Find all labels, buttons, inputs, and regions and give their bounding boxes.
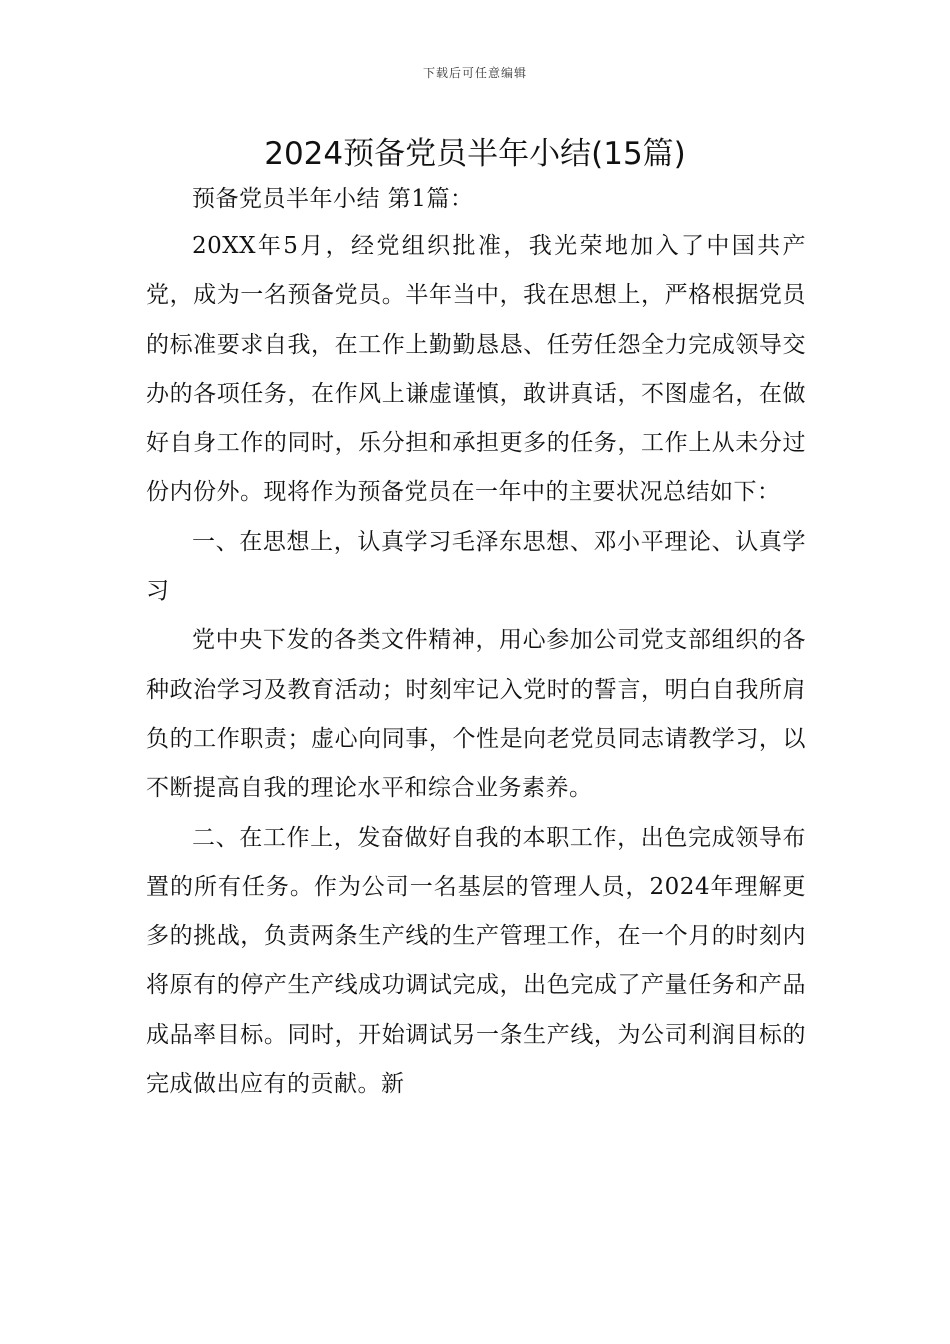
- paragraph-3: 党中央下发的各类文件精神，用心参加公司党支部组织的各种政治学习及教育活动；时刻牢记入党时的誓言，明白自我所肩负的工作职责；虚心向同事，个性是向老党员同志请教学习，以不断提高自我的理论水平和综合业务素养。: [146, 627, 806, 802]
- paragraph-2: 一、在思想上，认真学习毛泽东思想、邓小平理论、认真学习: [146, 528, 806, 605]
- paragraph-4: 二、在工作上，发奋做好自我的本职工作，出色完成领导布置的所有任务。作为公司一名基层的管理人员，2024年理解更多的挑战，负责两条生产线的生产管理工作，在一个月的时刻内将原有的停产生产线成功调试完成，出色完成了产量任务和产品成品率目标。同时，开始调试另一条生产线，为公司利润目标的完成做出应有的贡献。新: [146, 824, 806, 1098]
- document-title: 2024预备党员半年小结(15篇): [264, 136, 686, 172]
- section-subheading: 预备党员半年小结 第1篇：: [192, 186, 474, 212]
- header-note: 下载后可任意编辑: [422, 66, 527, 80]
- document-body: [146, 176, 806, 1109]
- paragraph-1: 20XX年5月，经党组织批准，我光荣地加入了中国共产党，成为一名预备党员。半年当中，我在思想上，严格根据党员的标准要求自我，在工作上勤勤恳恳、任劳任怨全力完成领导交办的各项任务，在作风上谦虚谨慎，敢讲真话，不图虚名，在做好自身工作的同时，乐分担和承担更多的任务，工作上从未分过份内份外。现将作为预备党员在一年中的主要状况总结如下：: [146, 233, 806, 506]
